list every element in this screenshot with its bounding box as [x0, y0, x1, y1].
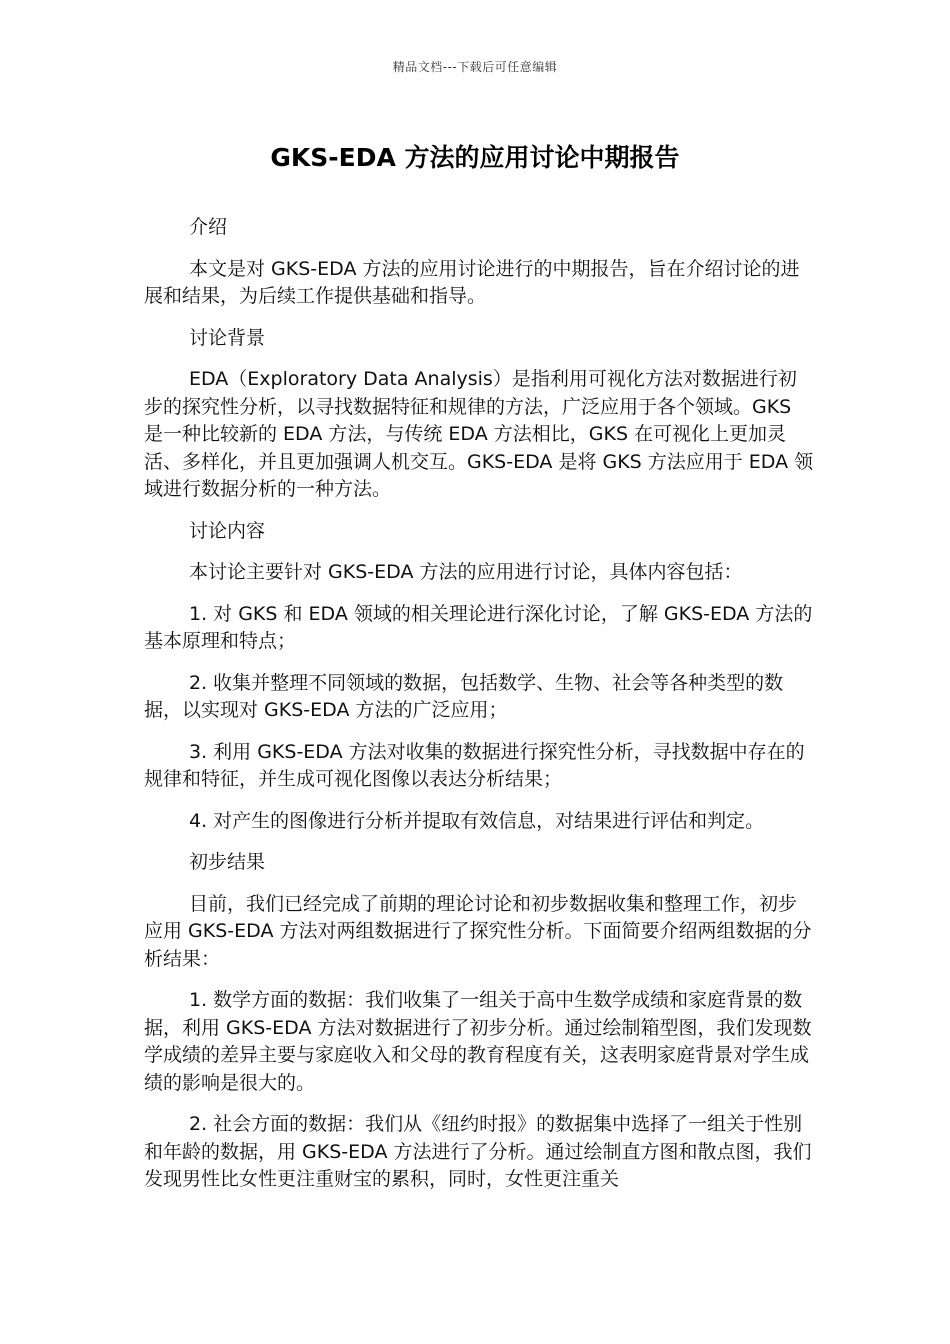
results-item: 1. 数学方面的数据：我们收集了一组关于高中生数学成绩和家庭背景的数据，利用 GKS-EDA 方法对数据进行了初步分析。通过绘制箱型图，我们发现数学成绩的差异主要与家庭收入和父母的教育程度有关，这表明家庭背景对学生成绩的影响是很大的。	[144, 989, 812, 1094]
document-body	[144, 214, 814, 1208]
section-heading-results: 初步结果	[189, 851, 266, 873]
section-heading-intro: 介绍	[189, 216, 228, 238]
section-heading-content: 讨论内容	[189, 519, 266, 542]
content-item: 2. 收集并整理不同领域的数据，包括数学、生物、社会等各种类型的数据，以实现对 GKS-EDA 方法的广泛应用；	[144, 671, 784, 721]
intro-paragraph: 本文是对 GKS-EDA 方法的应用讨论进行的中期报告，旨在介绍讨论的进展和结果，为后续工作提供基础和指导。	[144, 257, 800, 307]
content-item: 4. 对产生的图像进行分析并提取有效信息，对结果进行评估和判定。	[189, 809, 765, 832]
content-intro-paragraph: 本讨论主要针对 GKS-EDA 方法的应用进行讨论，具体内容包括：	[189, 561, 743, 583]
header-note: 精品文档---下载后可任意编辑	[392, 60, 558, 74]
document-title: GKS-EDA 方法的应用讨论中期报告	[270, 143, 680, 172]
content-item: 3. 利用 GKS-EDA 方法对收集的数据进行探究性分析，寻找数据中存在的规律和特征，并生成可视化图像以表达分析结果；	[144, 740, 805, 790]
content-item: 1. 对 GKS 和 EDA 领域的相关理论进行深化讨论，了解 GKS-EDA 方法的基本原理和特点；	[144, 602, 813, 652]
results-item: 2. 社会方面的数据：我们从《纽约时报》的数据集中选择了一组关于性别和年龄的数据，用 GKS-EDA 方法进行了分析。通过绘制直方图和散点图，我们发现男性比女性更注重财宝的累积，同时，女性更注重关	[144, 1113, 812, 1190]
results-intro-paragraph: 目前，我们已经完成了前期的理论讨论和初步数据收集和整理工作，初步应用 GKS-EDA 方法对两组数据进行了探究性分析。下面简要介绍两组数据的分析结果：	[144, 892, 812, 970]
background-paragraph: EDA（Exploratory Data Analysis）是指利用可视化方法对数据进行初步的探究性分析，以寻找数据特征和规律的方法，广泛应用于各个领域。GKS 是一种比较新的 EDA 方法，与传统 EDA 方法相比，GKS 在可视化上更加灵活、多样化，并且更加强调人机交互。GKS-EDA 是将 GKS 方法应用于 EDA 领域进行数据分析的一种方法。	[144, 368, 814, 500]
section-heading-background: 讨论背景	[189, 326, 266, 349]
